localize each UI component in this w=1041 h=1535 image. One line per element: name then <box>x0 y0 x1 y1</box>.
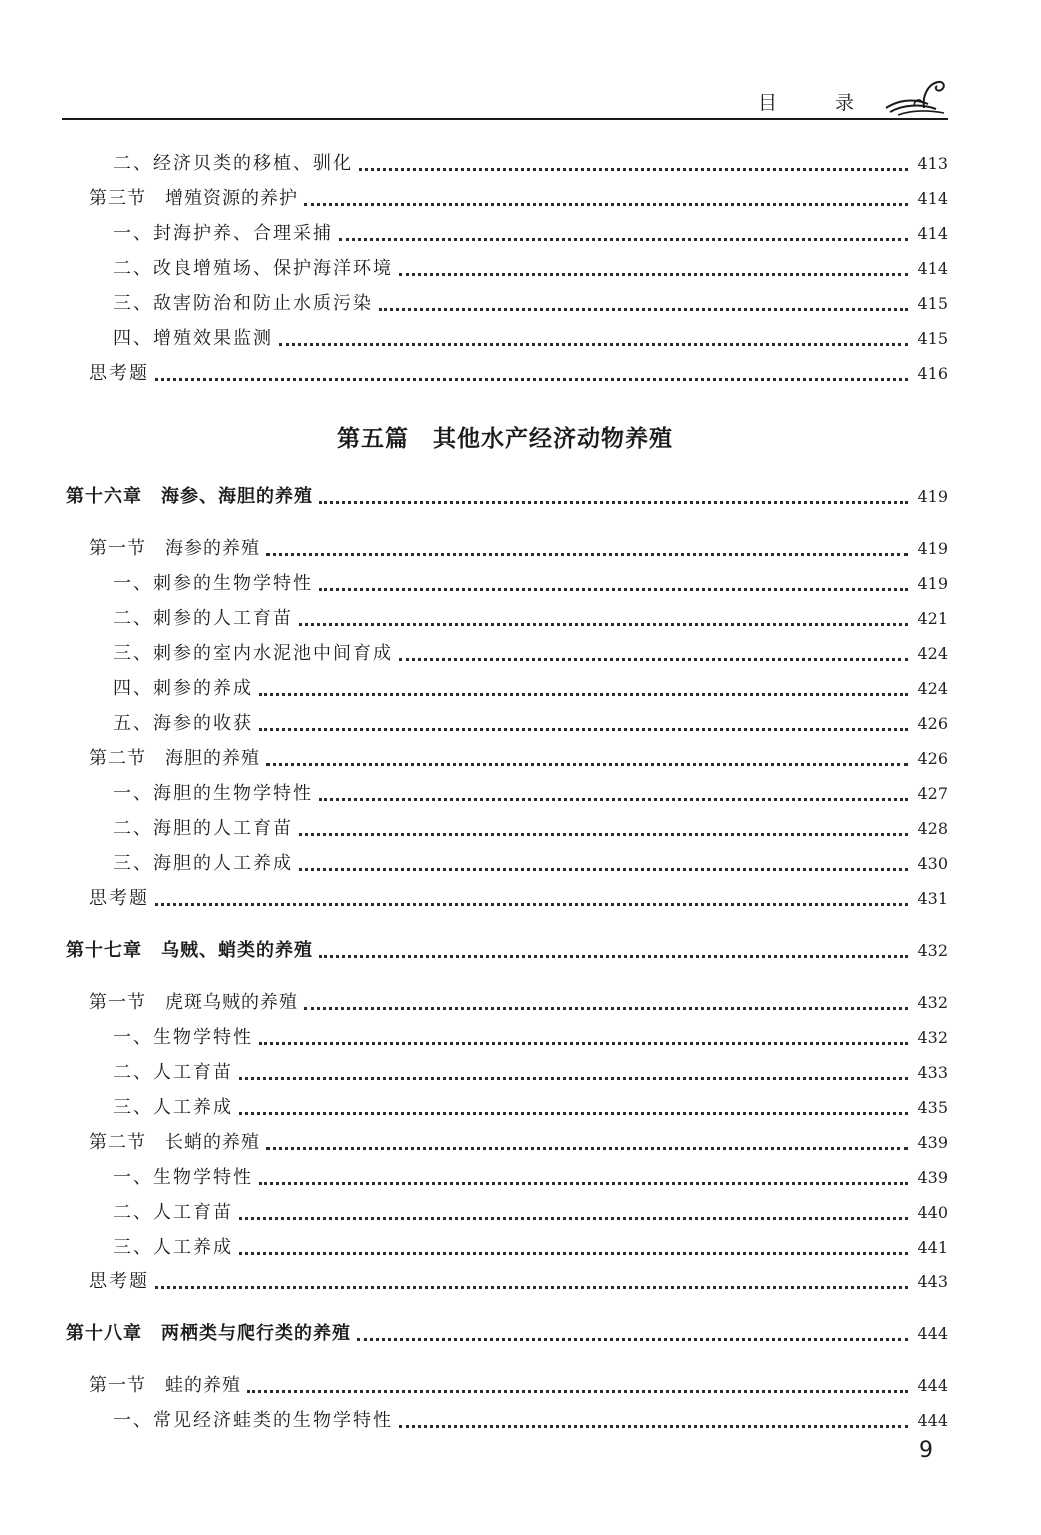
toc-entry-item[interactable] <box>113 216 948 246</box>
dot-leader <box>239 1077 908 1080</box>
toc-entry-page: 432 <box>917 941 948 960</box>
toc-entry-page: 413 <box>917 154 948 173</box>
toc-entry-page: 443 <box>917 1272 948 1291</box>
dot-leader <box>399 1425 908 1428</box>
swirl-wave-icon <box>884 78 948 116</box>
toc-entry-item[interactable] <box>113 776 948 806</box>
toc-entry-chapter[interactable] <box>66 479 948 509</box>
toc-entry-page: 426 <box>917 749 948 768</box>
toc-entry-page: 432 <box>917 1028 948 1047</box>
page-number: 9 <box>919 1438 933 1463</box>
toc-entry-item[interactable] <box>113 636 948 666</box>
toc-entry-section[interactable] <box>89 741 948 771</box>
dot-leader <box>319 501 908 504</box>
toc-entry-page: 424 <box>917 679 948 698</box>
toc-entry-title: 思考题 <box>89 1271 149 1292</box>
dot-leader <box>357 1338 908 1341</box>
dot-leader <box>359 168 908 171</box>
toc-entry-item[interactable] <box>113 1020 948 1050</box>
header-rule <box>62 118 948 120</box>
toc-entry-item[interactable] <box>113 566 948 596</box>
dot-leader <box>319 798 908 801</box>
dot-leader <box>304 203 908 206</box>
toc-entry-section[interactable] <box>89 181 948 211</box>
toc-entry-page: 427 <box>917 784 948 803</box>
dot-leader <box>239 1252 908 1255</box>
toc-entry-title: 第十七章 乌贼、蛸类的养殖 <box>66 940 313 961</box>
toc-entry-page: 419 <box>917 539 948 558</box>
toc-entry-page: 441 <box>917 1238 948 1257</box>
toc-entry-title: 三、海胆的人工养成 <box>113 853 293 874</box>
running-header <box>62 78 948 118</box>
dot-leader <box>304 1007 908 1010</box>
dot-leader <box>299 623 908 626</box>
toc-entry-page: 439 <box>917 1168 948 1187</box>
toc-entry-page: 426 <box>917 714 948 733</box>
toc-entry-page: 432 <box>917 993 948 1012</box>
toc-entry-title: 三、刺参的室内水泥池中间育成 <box>113 643 393 664</box>
toc-entry-page: 419 <box>917 487 948 506</box>
dot-leader <box>155 378 908 381</box>
toc-entry-think[interactable] <box>89 1264 948 1294</box>
toc-entry-page: 414 <box>917 189 948 208</box>
dot-leader <box>319 588 908 591</box>
toc-entry-page: 428 <box>917 819 948 838</box>
dot-leader <box>379 308 908 311</box>
toc-entry-chapter[interactable] <box>66 1316 948 1346</box>
toc-entry-page: 444 <box>917 1411 948 1430</box>
toc-entry-title: 三、敌害防治和防止水质污染 <box>113 293 373 314</box>
toc-entry-page: 421 <box>917 609 948 628</box>
toc-entry-title: 思考题 <box>89 363 149 384</box>
toc-entry-item[interactable] <box>113 811 948 841</box>
dot-leader <box>239 1217 908 1220</box>
toc-entry-title: 二、海胆的人工育苗 <box>113 818 293 839</box>
toc-entry-title: 第三节 增殖资源的养护 <box>89 188 298 209</box>
toc-entry-page: 439 <box>917 1133 948 1152</box>
dot-leader <box>399 273 908 276</box>
toc-entry-title: 第二节 长蛸的养殖 <box>89 1132 260 1153</box>
toc-entry-title: 四、增殖效果监测 <box>113 328 273 349</box>
toc-entry-page: 419 <box>917 574 948 593</box>
toc-entry-item[interactable] <box>113 146 948 176</box>
toc-entry-page: 414 <box>917 259 948 278</box>
dot-leader <box>266 763 908 766</box>
toc-entry-section[interactable] <box>89 531 948 561</box>
toc-entry-title: 五、海参的收获 <box>113 713 253 734</box>
dot-leader <box>155 903 908 906</box>
dot-leader <box>399 658 908 661</box>
toc-entry-page: 414 <box>917 224 948 243</box>
dot-leader <box>259 728 908 731</box>
toc-entry-item[interactable] <box>113 321 948 351</box>
toc-entry-title: 一、封海护养、合理采捕 <box>113 223 333 244</box>
toc-entry-page: 415 <box>917 294 948 313</box>
toc-entry-title: 一、生物学特性 <box>113 1027 253 1048</box>
dot-leader <box>155 1286 908 1289</box>
toc-entry-title: 一、生物学特性 <box>113 1167 253 1188</box>
toc-entry-section[interactable] <box>89 1368 948 1398</box>
toc-entry-page: 440 <box>917 1203 948 1222</box>
toc-entry-page: 444 <box>917 1376 948 1395</box>
toc-entry-item[interactable] <box>113 1195 948 1225</box>
dot-leader <box>259 1182 908 1185</box>
toc-entry-title: 一、常见经济蛙类的生物学特性 <box>113 1410 393 1431</box>
toc-entry-page: 444 <box>917 1324 948 1343</box>
toc-entry-section[interactable] <box>89 1125 948 1155</box>
dot-leader <box>279 343 908 346</box>
toc-entry-title: 二、人工育苗 <box>113 1202 233 1223</box>
toc-entry-title: 第一节 虎斑乌贼的养殖 <box>89 992 298 1013</box>
toc-entry-item[interactable] <box>113 1230 948 1260</box>
toc-entry-title: 第一节 蛙的养殖 <box>89 1375 241 1396</box>
toc-entry-title: 二、刺参的人工育苗 <box>113 608 293 629</box>
toc-entry-page: 415 <box>917 329 948 348</box>
toc-entry-item[interactable] <box>113 251 948 281</box>
toc-entry-page: 435 <box>917 1098 948 1117</box>
toc-entry-page: 416 <box>917 364 948 383</box>
dot-leader <box>266 553 908 556</box>
toc-entry-title: 第一节 海参的养殖 <box>89 538 260 559</box>
toc-entry-title: 思考题 <box>89 888 149 909</box>
toc-entry-item[interactable] <box>113 671 948 701</box>
toc-entry-title: 二、改良增殖场、保护海洋环境 <box>113 258 393 279</box>
dot-leader <box>259 1042 908 1045</box>
toc-entry-title: 第十六章 海参、海胆的养殖 <box>66 486 313 507</box>
toc-entry-item[interactable] <box>113 1403 948 1433</box>
toc-entry-chapter[interactable] <box>66 933 948 963</box>
toc-entry-title: 一、刺参的生物学特性 <box>113 573 313 594</box>
dot-leader <box>299 868 908 871</box>
toc-entry-item[interactable] <box>113 1055 948 1085</box>
toc-entry-title: 三、人工养成 <box>113 1097 233 1118</box>
toc-entry-think[interactable] <box>89 356 948 386</box>
toc-entry-title: 三、人工养成 <box>113 1237 233 1258</box>
toc-entry-item[interactable] <box>113 286 948 316</box>
dot-leader <box>339 238 908 241</box>
toc-entry-item[interactable] <box>113 846 948 876</box>
toc-entry-title: 一、海胆的生物学特性 <box>113 783 313 804</box>
toc-entry-page: 431 <box>917 889 948 908</box>
toc-entry-page: 424 <box>917 644 948 663</box>
toc-entry-title: 四、刺参的养成 <box>113 678 253 699</box>
dot-leader <box>319 955 908 958</box>
dot-leader <box>259 693 908 696</box>
toc-entry-item[interactable] <box>113 601 948 631</box>
toc-entry-item[interactable] <box>113 706 948 736</box>
toc-entry-section[interactable] <box>89 985 948 1015</box>
header-title: 目 录 <box>757 92 880 114</box>
part-heading: 第五篇 其他水产经济动物养殖 <box>337 426 673 452</box>
dot-leader <box>239 1112 908 1115</box>
toc-entry-title: 第二节 海胆的养殖 <box>89 748 260 769</box>
toc-entry-page: 433 <box>917 1063 948 1082</box>
toc-entry-item[interactable] <box>113 1160 948 1190</box>
toc-entry-title: 二、人工育苗 <box>113 1062 233 1083</box>
dot-leader <box>266 1147 908 1150</box>
toc-entry-item[interactable] <box>113 1090 948 1120</box>
toc-entry-page: 430 <box>917 854 948 873</box>
dot-leader <box>247 1390 908 1393</box>
toc-entry-title: 第十八章 两栖类与爬行类的养殖 <box>66 1323 351 1344</box>
toc-entry-title: 二、经济贝类的移植、驯化 <box>113 153 353 174</box>
toc-entry-think[interactable] <box>89 881 948 911</box>
dot-leader <box>299 833 908 836</box>
